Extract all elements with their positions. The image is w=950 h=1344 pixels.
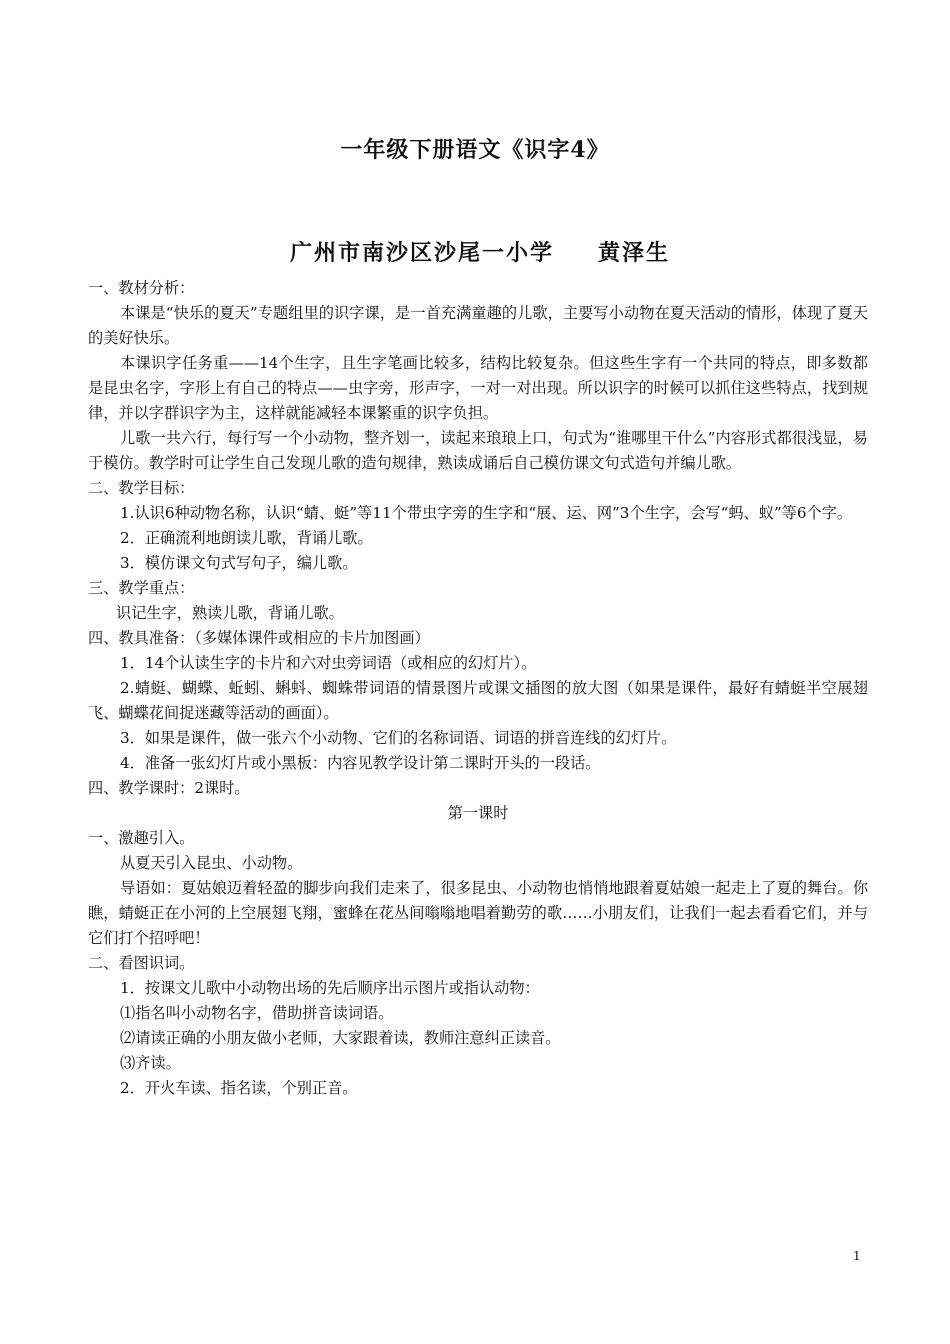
paragraph: ⑵请读正确的小朋友做小老师，大家跟着读，教师注意纠正读音。 <box>120 1029 561 1047</box>
school-name: 广州市南沙区沙尾一小学 <box>289 240 554 266</box>
section-heading: 二、看图识词。 <box>88 954 195 972</box>
paragraph: ⑶齐读。 <box>120 1054 181 1072</box>
section-heading: 四、教学课时：2课时。 <box>88 779 250 797</box>
paragraph: 识记生字，熟读儿歌，背诵儿歌。 <box>116 604 344 622</box>
lesson-heading: 第一课时 <box>447 804 509 822</box>
paragraph: 1.认识6种动物名称，认识“蜻、蜓”等11个带虫字旁的生字和“展、运、网”3个生字，会写“蚂、蚁”等6个字。 <box>120 504 853 522</box>
paragraph: 2．开火车读、指名读，个别正音。 <box>120 1079 358 1097</box>
section-heading: 二、教学目标： <box>88 479 195 497</box>
paragraph: 本课识字任务重——14个生字，且生字笔画比较多，结构比较复杂。但这些生字有一个共同的特点，即多数都是昆虫名字，字形上有自己的特点——虫字旁，形声字，一对一对出现。所以识字的时候可以抓住这些特点，找到规律，并以字群识字为主，这样就能减轻本课繁重的识字负担。 <box>88 354 868 422</box>
paragraph: 儿歌一共六行，每行写一个小动物，整齐划一，读起来琅琅上口，句式为“谁哪里干什么”内容形式都很浅显，易于模仿。教学时可让学生自己发现儿歌的造句规律，熟读成诵后自己模仿课文句式造句并编儿歌。 <box>88 429 868 472</box>
section-heading: 四、教具准备：（多媒体课件或相应的卡片加图画） <box>88 629 430 647</box>
paragraph: 本课是“快乐的夏天”专题组里的识字课，是一首充满童趣的儿歌，主要写小动物在夏天活动的情形，体现了夏天的美好快乐。 <box>88 304 868 347</box>
paragraph: 3．如果是课件，做一张六个小动物、它们的名称词语、词语的拼音连线的幻灯片。 <box>120 729 677 747</box>
paragraph: 1．按课文儿歌中小动物出场的先后顺序出示图片或指认动物： <box>120 979 540 997</box>
paragraph: 导语如：夏姑娘迈着轻盈的脚步向我们走来了，很多昆虫、小动物也悄悄地跟着夏姑娘一起走上了夏的舞台。你瞧，蜻蜓正在小河的上空展翅飞翔，蜜蜂在花丛间嗡嗡地唱着勤劳的歌……小朋友们，让我们一起去看看它们，并与它们打个招呼吧！ <box>88 879 868 947</box>
document-body <box>88 276 868 1101</box>
document-title: 一年级下册语文《识字4》 <box>340 137 610 163</box>
paragraph: 4．准备一张幻灯片或小黑板：内容见教学设计第二课时开头的一段话。 <box>120 754 601 772</box>
paragraph: 1．14个认读生字的卡片和六对虫旁词语（或相应的幻灯片）。 <box>120 654 537 672</box>
paragraph: 从夏天引入昆虫、小动物。 <box>120 854 303 872</box>
paragraph: 3．模仿课文句式写句子，编儿歌。 <box>120 554 358 572</box>
paragraph: ⑴指名叫小动物名字，借助拼音读词语。 <box>120 1004 394 1022</box>
author-line <box>0 236 950 267</box>
section-heading: 三、教学重点： <box>88 579 195 597</box>
paragraph: 2.蜻蜓、蝴蝶、蚯蚓、蝌蚪、蜘蛛带词语的情景图片或课文插图的放大图（如果是课件，最好有蜻蜓半空展翅飞、蝴蝶花间捉迷藏等活动的画面）。 <box>88 679 868 722</box>
page-number: 1 <box>853 1249 861 1263</box>
author-name: 黄泽生 <box>598 240 671 266</box>
section-heading: 一、激趣引入。 <box>88 829 195 847</box>
section-heading: 一、教材分析： <box>88 279 195 297</box>
paragraph: 2．正确流利地朗读儿歌，背诵儿歌。 <box>120 529 373 547</box>
